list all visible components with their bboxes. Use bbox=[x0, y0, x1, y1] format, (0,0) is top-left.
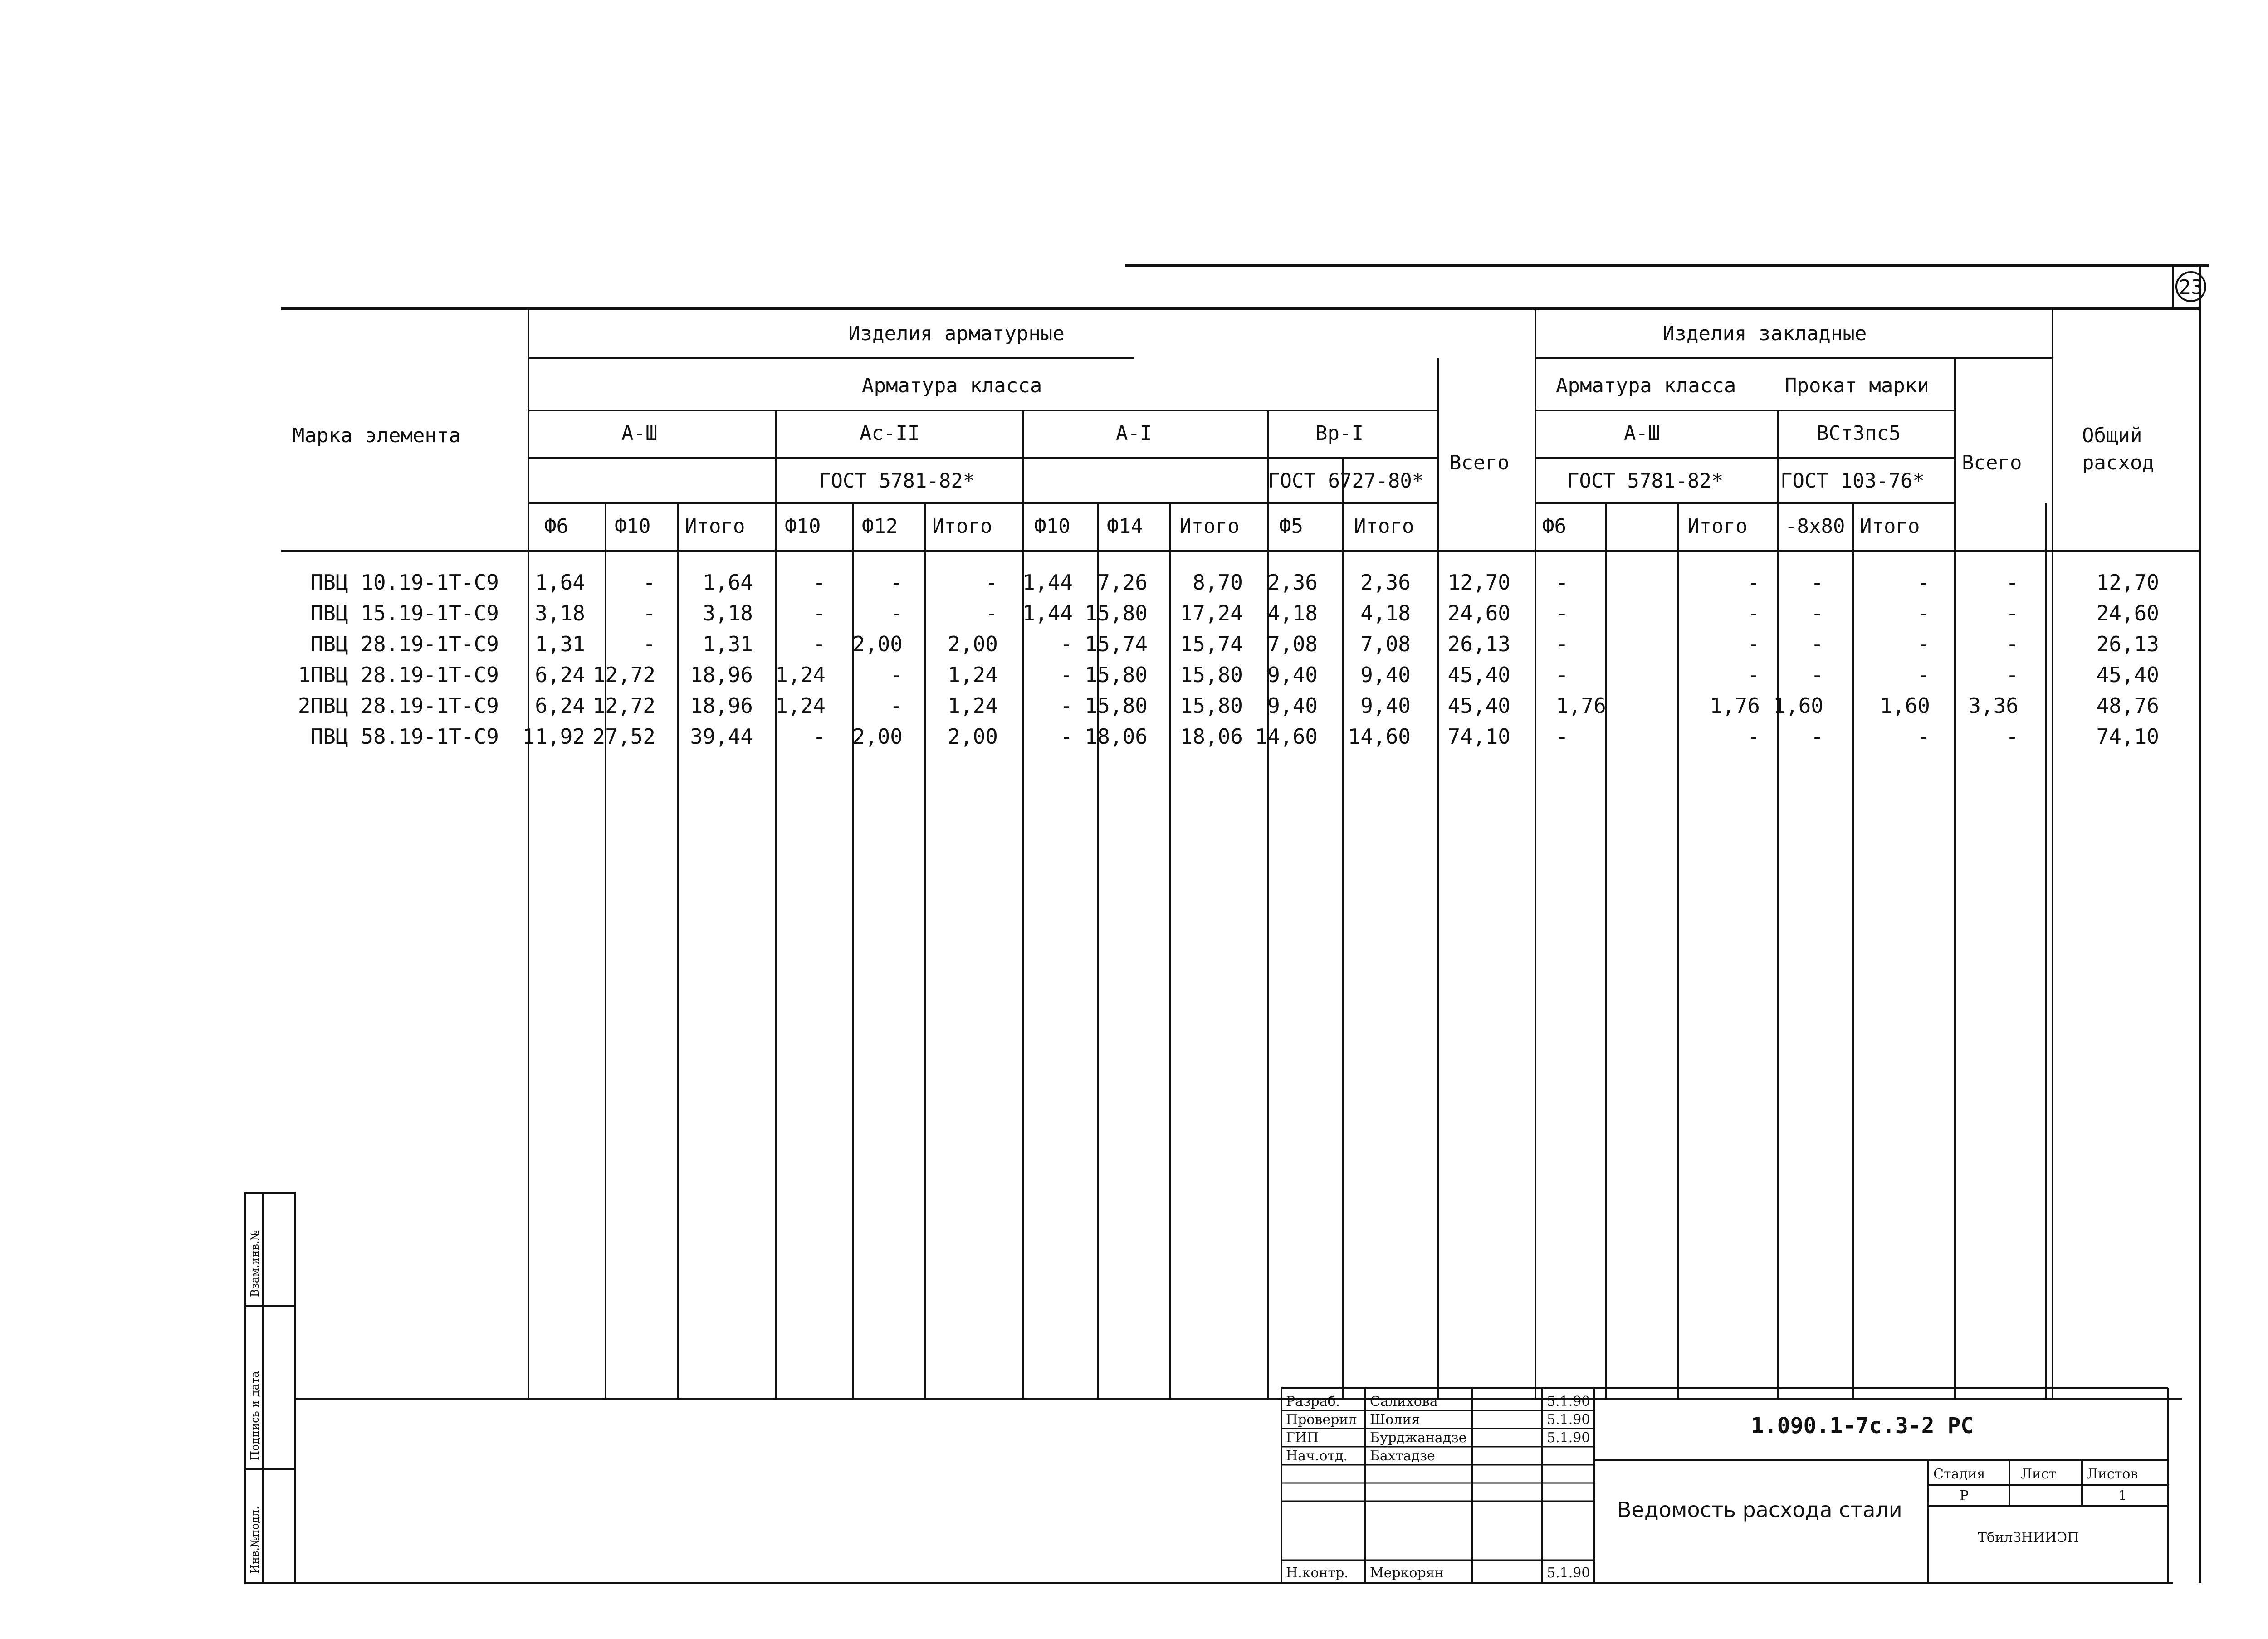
side-stamp-vzam-inv: Взам.инв.№ bbox=[249, 1230, 261, 1297]
table-cell: - bbox=[1811, 663, 1823, 687]
table-cell: 2,00 bbox=[852, 724, 903, 749]
table-cell: - bbox=[1747, 570, 1760, 595]
header-gost1: ГОСТ 5781-82* bbox=[819, 469, 975, 493]
header-prokat-marki: Прокат марки bbox=[1785, 374, 1929, 397]
side-stamp-podpis: Подпись и дата bbox=[249, 1371, 261, 1460]
table-cell: 1,60 bbox=[1773, 693, 1823, 718]
table-cell: 1,60 bbox=[1880, 693, 1930, 718]
title-block-date: 5.1.90 bbox=[1547, 1565, 1590, 1581]
table-cell: 17,24 bbox=[1180, 601, 1243, 625]
table-cell: 45,40 bbox=[1447, 663, 1510, 687]
table-cell: 2,00 bbox=[852, 632, 903, 656]
table-cell: 15,80 bbox=[1085, 693, 1148, 718]
table-cell: - bbox=[1060, 724, 1073, 749]
table-cell: 6,24 bbox=[535, 663, 585, 687]
header-izdelia-arm: Изделия арматурные bbox=[848, 322, 1065, 345]
table-cell: - bbox=[643, 632, 655, 656]
header-a3-2: А-Ш bbox=[1624, 422, 1660, 445]
table-cell: 12,72 bbox=[592, 693, 655, 718]
header-a1: А-I bbox=[1116, 422, 1152, 445]
header-vr1: Вр-I bbox=[1315, 422, 1364, 445]
table-cell: 15,80 bbox=[1085, 663, 1148, 687]
table-cell: 24,60 bbox=[1447, 601, 1510, 625]
sub-header-row bbox=[544, 515, 1920, 538]
table-cell: - bbox=[1556, 663, 1569, 687]
table-cell: 15,80 bbox=[1180, 663, 1243, 687]
title-block-name: Шолия bbox=[1370, 1412, 1420, 1428]
sub-header-cell: Ф6 bbox=[1542, 515, 1566, 538]
sub-header-cell: Итого bbox=[685, 515, 745, 538]
sub-header-cell: Ф10 bbox=[785, 515, 821, 538]
header-obshiy: Общий bbox=[2082, 424, 2142, 447]
table-cell: 3,18 bbox=[703, 601, 753, 625]
table-cell: 1,24 bbox=[775, 693, 826, 718]
table-cell: - bbox=[2006, 632, 2019, 656]
table-cell: - bbox=[1060, 663, 1073, 687]
table-cell: 4,18 bbox=[1360, 601, 1411, 625]
table-cell: - bbox=[890, 570, 903, 595]
table-cell: - bbox=[1747, 663, 1760, 687]
table-cell: - bbox=[1747, 724, 1760, 749]
table-cell: 2,36 bbox=[1360, 570, 1411, 595]
table-cell: - bbox=[813, 632, 826, 656]
table-cell: 26,13 bbox=[2096, 632, 2159, 656]
table-cell: - bbox=[1811, 601, 1823, 625]
table-cell: - bbox=[1917, 601, 1930, 625]
table-cell: 1,64 bbox=[535, 570, 585, 595]
table-cell: - bbox=[1747, 601, 1760, 625]
table-cell: - bbox=[2006, 663, 2019, 687]
table-cell: 39,44 bbox=[690, 724, 753, 749]
document-title: Ведомость расхода стали bbox=[1617, 1498, 1902, 1522]
header-vst3: ВСт3пс5 bbox=[1817, 422, 1901, 445]
table-cell: - bbox=[890, 693, 903, 718]
table-cell: - bbox=[2006, 570, 2019, 595]
table-cell: - bbox=[1060, 693, 1073, 718]
table-cell: - bbox=[1811, 570, 1823, 595]
table-cell: - bbox=[643, 601, 655, 625]
header-vsego-2: Всего bbox=[1962, 451, 2022, 474]
table-cell: 1,76 bbox=[1556, 693, 1606, 718]
table-cell: 4,18 bbox=[1267, 601, 1318, 625]
table-cell: - bbox=[890, 663, 903, 687]
table-cell: 18,96 bbox=[690, 663, 753, 687]
title-block-name: Салихова bbox=[1370, 1394, 1438, 1410]
table-cell: 12,70 bbox=[1447, 570, 1510, 595]
stage-label: Стадия bbox=[1933, 1466, 1985, 1482]
header-a3: А-Ш bbox=[621, 422, 658, 445]
header-gost2: ГОСТ 6727-80* bbox=[1268, 469, 1424, 493]
header-armatura-klassa: Арматура класса bbox=[862, 374, 1042, 397]
table-cell: - bbox=[813, 601, 826, 625]
title-block-date: 5.1.90 bbox=[1547, 1412, 1590, 1428]
row-mark: ПВЦ 15.19-1Т-С9 bbox=[310, 601, 499, 625]
table-cell: 9,40 bbox=[1267, 663, 1318, 687]
table-cell: - bbox=[1811, 632, 1823, 656]
table-cell: - bbox=[1556, 601, 1569, 625]
table-cell: 8,70 bbox=[1193, 570, 1243, 595]
title-block-role: Н.контр. bbox=[1286, 1565, 1349, 1581]
header-vsego-1: Всего bbox=[1449, 451, 1510, 474]
title-block-name: Меркорян bbox=[1370, 1565, 1444, 1581]
sub-header-cell: Итого bbox=[1687, 515, 1748, 538]
table-cell: - bbox=[813, 724, 826, 749]
table-cell: - bbox=[1917, 663, 1930, 687]
table-cell: - bbox=[2006, 724, 2019, 749]
title-block-rows bbox=[1281, 1394, 1594, 1581]
table-cell: 2,00 bbox=[948, 632, 998, 656]
table-cell: 27,52 bbox=[592, 724, 655, 749]
side-stamp-inv-podl: Инв.№подл. bbox=[249, 1506, 261, 1574]
table-cell: - bbox=[985, 570, 998, 595]
table-cell: 74,10 bbox=[2096, 724, 2159, 749]
table-cell: 1,31 bbox=[535, 632, 585, 656]
table-cell: - bbox=[985, 601, 998, 625]
sub-header-cell: Итого bbox=[1860, 515, 1920, 538]
table-cell: - bbox=[2006, 601, 2019, 625]
table-cell: 15,80 bbox=[1180, 693, 1243, 718]
table-cell: - bbox=[1917, 570, 1930, 595]
row-mark: 1ПВЦ 28.19-1Т-С9 bbox=[298, 663, 499, 687]
stage-value: Р bbox=[1960, 1488, 1969, 1504]
title-block-name: Бурджанадзе bbox=[1370, 1430, 1467, 1446]
table-cell: 9,40 bbox=[1360, 663, 1411, 687]
sub-header-cell: Итого bbox=[1354, 515, 1414, 538]
table-cell: 7,26 bbox=[1097, 570, 1148, 595]
table-cell: - bbox=[1917, 724, 1930, 749]
table-cell: 45,40 bbox=[1447, 693, 1510, 718]
table-cell: 1,24 bbox=[948, 663, 998, 687]
table-cell: 1,24 bbox=[948, 693, 998, 718]
table-cell: 2,00 bbox=[948, 724, 998, 749]
sub-header-cell: Ф12 bbox=[862, 515, 898, 538]
table-cell: 24,60 bbox=[2096, 601, 2159, 625]
sub-header-cell: Ф5 bbox=[1279, 515, 1303, 538]
title-block-role: Разраб. bbox=[1286, 1394, 1340, 1410]
organization: ТбилЗНИИЭП bbox=[1978, 1530, 2079, 1546]
sheet-label: Лист bbox=[2021, 1466, 2057, 1482]
row-mark: ПВЦ 10.19-1Т-С9 bbox=[310, 570, 499, 595]
table-cell: - bbox=[890, 601, 903, 625]
table-cell: - bbox=[1556, 724, 1569, 749]
header-gost3: ГОСТ 5781-82* bbox=[1567, 469, 1724, 493]
table-cell: - bbox=[1917, 632, 1930, 656]
sub-header-cell: Итого bbox=[932, 515, 992, 538]
table-cell: - bbox=[1556, 632, 1569, 656]
table-cell: 7,08 bbox=[1267, 632, 1318, 656]
header-as2: Ас-II bbox=[860, 422, 920, 445]
table-header bbox=[293, 322, 2154, 493]
table-cell: 12,70 bbox=[2096, 570, 2159, 595]
header-izdelia-zakl: Изделия закладные bbox=[1662, 322, 1867, 345]
table-cell: - bbox=[813, 570, 826, 595]
table-cell: 3,18 bbox=[535, 601, 585, 625]
sub-header-cell: Итого bbox=[1179, 515, 1240, 538]
table-cell: - bbox=[1060, 632, 1073, 656]
table-cell: 11,92 bbox=[522, 724, 585, 749]
table-cell: 18,06 bbox=[1085, 724, 1148, 749]
sub-header-cell: Ф6 bbox=[544, 515, 568, 538]
header-gost4: ГОСТ 103-76* bbox=[1780, 469, 1925, 493]
title-block-date: 5.1.90 bbox=[1547, 1394, 1590, 1410]
sheets-value: 1 bbox=[2118, 1488, 2127, 1504]
table-cell: 14,60 bbox=[1255, 724, 1318, 749]
table-cell: 1,76 bbox=[1710, 693, 1760, 718]
table-cell: 7,08 bbox=[1360, 632, 1411, 656]
table-cell: - bbox=[1747, 632, 1760, 656]
table-cell: 26,13 bbox=[1447, 632, 1510, 656]
row-mark: ПВЦ 28.19-1Т-С9 bbox=[310, 632, 499, 656]
frame-lines bbox=[281, 265, 2209, 1583]
title-block-role: Проверил bbox=[1286, 1412, 1357, 1428]
table-cell: 18,06 bbox=[1180, 724, 1243, 749]
title-block-name: Бахтадзе bbox=[1370, 1448, 1435, 1464]
table-cell: - bbox=[1556, 570, 1569, 595]
table-cell: - bbox=[1811, 724, 1823, 749]
table-cell: 3,36 bbox=[1968, 693, 2019, 718]
row-mark: 2ПВЦ 28.19-1Т-С9 bbox=[298, 693, 499, 718]
sub-header-cell: Ф10 bbox=[1034, 515, 1070, 538]
table-cell: 1,31 bbox=[703, 632, 753, 656]
sheets-label: Листов bbox=[2087, 1466, 2138, 1482]
table-cell: 1,24 bbox=[775, 663, 826, 687]
sub-header-cell: Ф14 bbox=[1107, 515, 1143, 538]
table-cell: 2,36 bbox=[1267, 570, 1318, 595]
table-cell: 18,96 bbox=[690, 693, 753, 718]
document-code: 1.090.1-7с.3-2 РС bbox=[1751, 1413, 1974, 1439]
table-cell: 12,72 bbox=[592, 663, 655, 687]
sub-header-cell: Ф10 bbox=[615, 515, 651, 538]
table-cell: - bbox=[643, 570, 655, 595]
table-cell: 1,44 bbox=[1022, 601, 1073, 625]
header-marka: Марка элемента bbox=[293, 424, 461, 447]
sheet-number: 23 bbox=[2179, 276, 2203, 299]
table-cell: 9,40 bbox=[1360, 693, 1411, 718]
table-cell: 15,80 bbox=[1085, 601, 1148, 625]
table-cell: 14,60 bbox=[1348, 724, 1411, 749]
table-cell: 45,40 bbox=[2096, 663, 2159, 687]
title-block-role: Нач.отд. bbox=[1286, 1448, 1348, 1464]
table-cell: 74,10 bbox=[1447, 724, 1510, 749]
row-mark: ПВЦ 58.19-1Т-С9 bbox=[310, 724, 499, 749]
table-cell: 6,24 bbox=[535, 693, 585, 718]
table-cell: 9,40 bbox=[1267, 693, 1318, 718]
table-cell: 48,76 bbox=[2096, 693, 2159, 718]
title-block-role: ГИП bbox=[1286, 1430, 1319, 1446]
table-cell: 1,44 bbox=[1022, 570, 1073, 595]
header-armatura-klassa-2: Арматура класса bbox=[1556, 374, 1736, 397]
table-cell: 1,64 bbox=[703, 570, 753, 595]
table-cell: 15,74 bbox=[1085, 632, 1148, 656]
table-cell: 15,74 bbox=[1180, 632, 1243, 656]
title-block-date: 5.1.90 bbox=[1547, 1430, 1590, 1446]
header-rashod: расход bbox=[2082, 451, 2154, 474]
table-body bbox=[298, 570, 2159, 749]
sub-header-cell: -8x80 bbox=[1785, 515, 1845, 538]
